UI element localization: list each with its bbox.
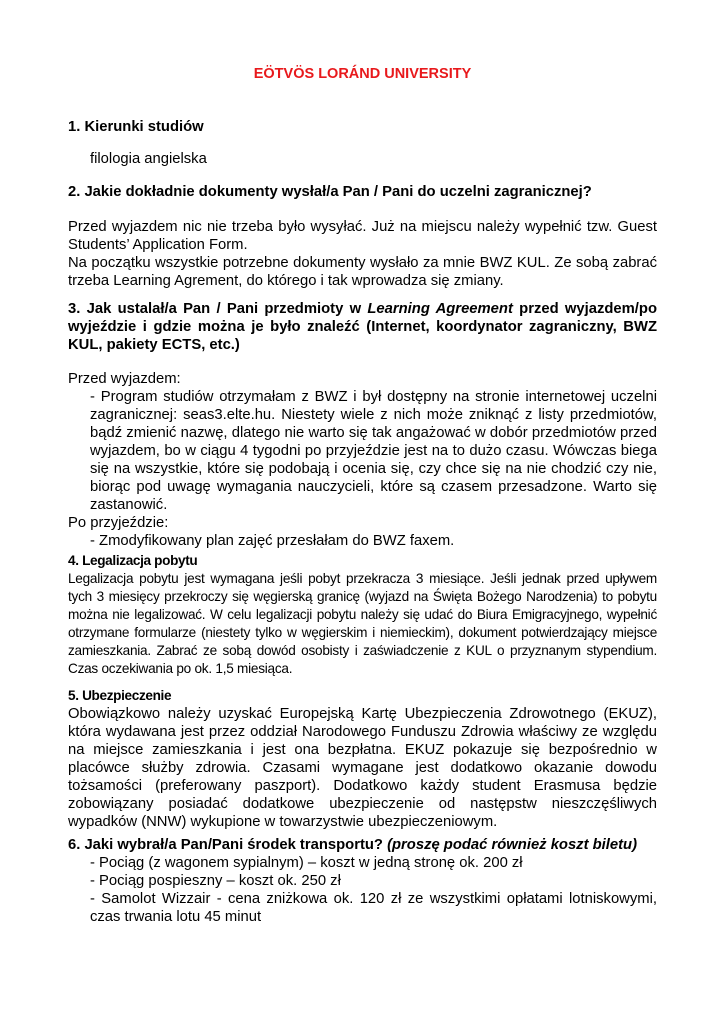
section-4-line: zamieszkania. Zabrać ze sobą dowód osobisty i zaświadczenie z KUL o przyznanym stypendium. [68,643,657,658]
before-line: bądź zmienić nazwę, dlatego nie warto się tak angażować w dobór przedmiotów przed [90,425,657,441]
university-title: EÖTVÖS LORÁND UNIVERSITY [253,66,472,82]
section-5-line: Obowiązkowo należy uzyskać Europejską Kartę Ubezpieczenia Zdrowotnego (EKUZ), [68,706,657,722]
before-line: - Program studiów otrzymałam z BWZ i był dostępny na stronie internetowej uczelni [90,389,657,405]
before-departure-item [68,388,657,514]
before-departure-label: Przed wyjazdem: [68,371,181,387]
section-3-body [68,370,657,550]
section-6-body [68,854,657,926]
section-5-line: na miejsce zamieszkania i jest ona bezpłatna. EKUZ pokazuje się bezpośrednio w [68,742,657,758]
section-5-line: wypadków (NNW) wykupione w towarzystwie ubezpieczeniowym. [68,814,498,830]
section-4-line: otrzymane formularze (niestety tylko w węgierskim i niemieckim), dokument potwierdzający miejsce [68,625,657,640]
section-1-heading: 1. Kierunki studiów [68,119,204,135]
section-4-heading: 4. Legalizacja pobytu [68,553,198,568]
section-3-heading-line1: 3. Jak ustalał/a Pan / Pani przedmioty w Learning Agreement przed wyjazdem/po [68,301,657,317]
section-5-line: placówce służby zdrowia. Czasami wymagane jest dodatkowo okazanie dowodu [68,760,657,776]
before-line: się na wszystkie, które się podobają i ocenia się, czy chce się na nie chodzić czy nie, [90,461,657,477]
section-2-heading: 2. Jakie dokładnie dokumenty wysłał/a Pan / Pani do uczelni zagranicznej? [68,184,592,200]
section-4-line: Legalizacja pobytu jest wymagana jeśli pobyt przekracza 3 miesiące. Jeśli jednak przed upływem [68,571,657,586]
section-4-body [68,570,657,678]
after-arrival-item: - Zmodyfikowany plan zajęć przesłałam do BWZ faxem. [90,533,455,549]
section-5-heading: 5. Ubezpieczenie [68,688,172,703]
transport-item: - Pociąg pospieszny – koszt ok. 250 zł [90,873,341,889]
section-2-p2-line2: trzeba Learning Agrement, do którego i tak wprowadza się zmiany. [68,273,504,289]
section-2-p1-line2: Students’ Application Form. [68,237,248,253]
before-line: wyjazdem, bo w ciągu 4 tygodni po przyjeździe jest na to dużo czasu. Wówczas biega [90,443,657,459]
section-2-p2-line1: Na początku wszystkie potrzebne dokumenty wysłało za mnie BWZ KUL. Ze sobą zabrać [68,255,657,271]
section-3-heading-line2: wyjeździe i gdzie można je było znaleźć (Internet, koordynator zagraniczny, BWZ [68,319,657,335]
transport-item: - Pociąg (z wagonem sypialnym) – koszt w jedną stronę ok. 200 zł [90,855,523,871]
section-5-line: która wydawana jest przez oddział Narodowego Funduszu Zdrowia właściwy ze względu [68,724,657,740]
section-1-value: filologia angielska [90,151,207,167]
section-2-p1-line1: Przed wyjazdem nic nie trzeba było wysyłać. Już na miejscu należy wypełnić tzw. Guest [68,219,657,235]
transport-item-line: czas trwania lotu 45 minut [90,909,262,925]
after-arrival-label: Po przyjeździe: [68,515,169,531]
section-4-line: Czas oczekiwania po ok. 1,5 miesiąca. [68,661,293,676]
section-2-body [68,218,657,290]
section-3-heading [68,300,657,354]
before-line: zagranicznej: seas3.elte.hu. Niestety wiele z nich może zniknąć z listy przedmiotów, [90,407,657,423]
before-line: zastanowić. [90,497,168,513]
before-line: biorąc pod uwagę wymagania nauczycieli, które są czasem przesadzone. Warto się [90,479,657,495]
section-3-heading-line3: KUL, pakiety ECTS, etc.) [68,337,240,353]
transport-item-line: - Samolot Wizzair - cena zniżkowa ok. 120 zł ze wszystkimi opłatami lotniskowymi, [90,891,657,907]
section-6-heading: 6. Jaki wybrał/a Pan/Pani środek transportu? (proszę podać również koszt biletu) [68,837,638,853]
section-5-line: zobowiązany posiadać dodatkowe ubezpieczenie od następstw nieszczęśliwych [68,796,657,812]
section-4-line: tych 3 miesięcy przekroczy się węgierską granicę (wyjazd na Święta Bożego Narodzenia) to pobytu [68,589,657,604]
section-5-body [68,705,657,831]
section-5-line: tożsamości (preferowany paszport). Dodatkowo każdy student Erasmusa będzie [68,778,657,794]
transport-item [68,890,657,926]
section-4-line: można nie legalizować. W celu legalizacji pobytu należy się udać do Biura Emigracyjnego, wypełnić [68,607,657,622]
